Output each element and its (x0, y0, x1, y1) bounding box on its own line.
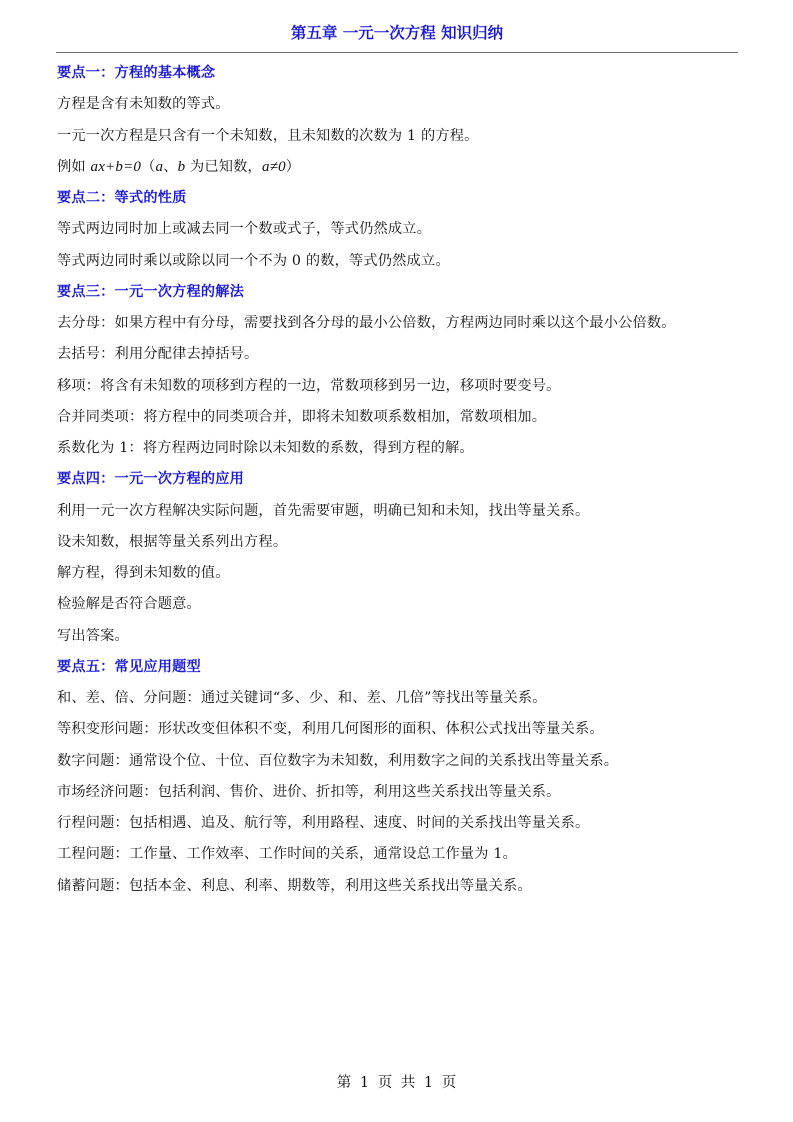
paragraph-line: 系数化为 1：将方程两边同时除以未知数的系数，得到方程的解。 (57, 440, 474, 456)
header-divider (56, 52, 738, 53)
document-title: 第五章 一元一次方程 知识归纳 (290, 24, 504, 42)
paragraph-line: 利用一元一次方程解决实际问题，首先需要审题，明确已知和未知，找出等量关系。 (57, 502, 590, 519)
section-heading-problem-types: 要点五：常见应用题型 (57, 658, 201, 675)
example-var-b: b (177, 158, 186, 175)
paragraph-line: 市场经济问题：包括利润、售价、进价、折扣等，利用这些关系找出等量关系。 (57, 783, 561, 800)
document-body (57, 58, 747, 902)
paragraph-line: 移项：将含有未知数的项移到方程的一边，常数项移到另一边，移项时要变号。 (57, 377, 561, 394)
section-heading-application: 要点四：一元一次方程的应用 (57, 471, 245, 488)
example-condition: a≠0 (261, 158, 286, 175)
paragraph-line: 检验解是否符合题意。 (57, 596, 201, 613)
paragraph-line: 和、差、倍、分问题：通过关键词“多、少、和、差、几倍”等找出等量关系。 (57, 690, 547, 706)
paragraph-line: 等式两边同时加上或减去同一个数或式子，等式仍然成立。 (57, 221, 432, 238)
example-prefix: 例如 (57, 158, 91, 175)
example-line (57, 152, 747, 183)
paragraph-line: 储蓄问题：包括本金、利息、利率、期数等，利用这些关系找出等量关系。 (57, 877, 532, 894)
example-separator: 、 (163, 158, 178, 175)
paragraph-line: 一元一次方程是只含有一个未知数，且未知数的次数为 1 的方程。 (57, 127, 479, 144)
paragraph-line: 设未知数，根据等量关系列出方程。 (57, 533, 288, 550)
paragraph-line: 去分母：如果方程中有分母，需要找到各分母的最小公倍数，方程两边同时乘以这个最小公倍数。 (57, 315, 676, 331)
paragraph-line: 合并同类项：将方程中的同类项合并，即将未知数项系数相加，常数项相加。 (57, 408, 547, 425)
paragraph-line: 写出答案。 (57, 627, 129, 644)
example-paren-open: （ (141, 158, 156, 175)
page-number: 第 1 页 共 1 页 (336, 1075, 457, 1091)
section-heading-concept: 要点一：方程的基本概念 (57, 65, 216, 81)
paragraph-line: 等积变形问题：形状改变但体积不变，利用几何图形的面积、体积公式找出等量关系。 (57, 721, 604, 738)
example-paren-close: ） (285, 158, 301, 175)
section-heading-solving-method: 要点三：一元一次方程的解法 (57, 283, 245, 300)
paragraph-line: 方程是含有未知数的等式。 (57, 96, 230, 113)
example-equation: ax+b=0 (90, 158, 142, 175)
paragraph-line: 工程问题：工作量、工作效率、工作时间的关系，通常设总工作量为 1。 (57, 846, 517, 863)
paragraph-line: 数字问题：通常设个位、十位、百位数字为未知数，利用数字之间的关系找出等量关系。 (57, 752, 619, 769)
example-var-a: a (155, 158, 164, 175)
paragraph-line: 去括号：利用分配律去掉括号。 (57, 346, 259, 363)
section-heading-equality-properties: 要点二：等式的性质 (57, 190, 187, 206)
paragraph-line: 解方程，得到未知数的值。 (57, 565, 230, 581)
paragraph-line: 行程问题：包括相遇、追及、航行等，利用路程、速度、时间的关系找出等量关系。 (57, 815, 590, 831)
paragraph-line: 等式两边同时乘以或除以同一个不为 0 的数，等式仍然成立。 (57, 252, 450, 269)
example-middle: 为已知数， (185, 158, 262, 175)
